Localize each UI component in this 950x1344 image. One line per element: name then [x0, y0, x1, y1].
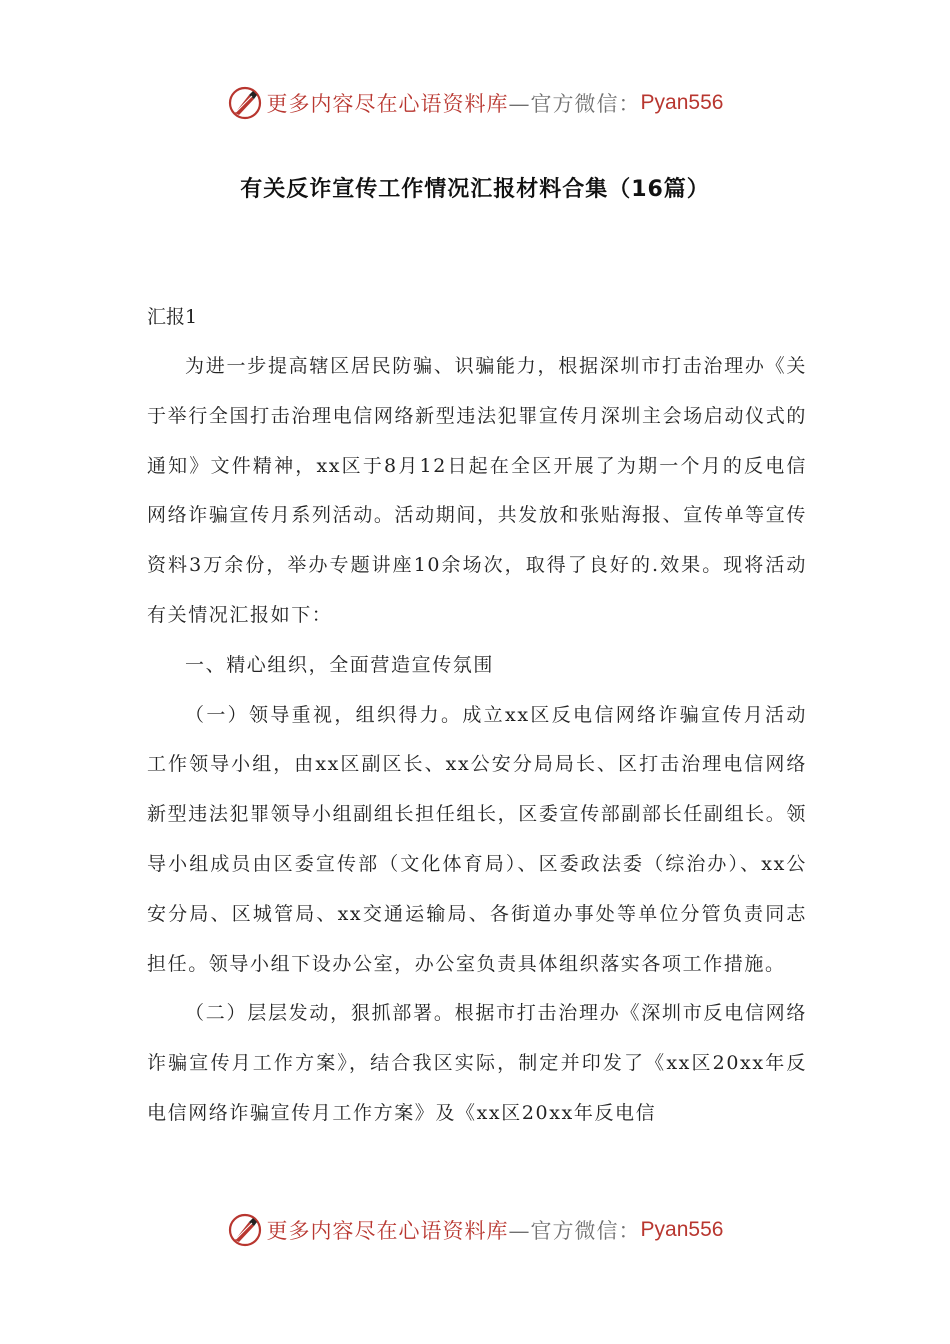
- paragraph-intro: 为进一步提高辖区居民防骗、识骗能力，根据深圳市打击治理办《关于举行全国打击治理电信网络新型违法犯罪宣传月深圳主会场启动仪式的通知》文件精神，xx区于8月12日起在全区开展了为期一个月的反电信网络诈骗宣传月系列活动。活动期间，共发放和张贴海报、宣传单等宣传资料3万余份，举办专题讲座10余场次，取得了良好的.效果。现将活动有关情况汇报如下：: [147, 355, 807, 626]
- paragraph-deployment: （二）层层发动，狠抓部署。根据市打击治理办《深圳市反电信网络诈骗宣传月工作方案》，结合我区实际，制定并印发了《xx区20xx年反电信网络诈骗宣传月工作方案》及《xx区20xx年反电信: [147, 1002, 807, 1124]
- pen-nib-logo-icon: [227, 85, 263, 121]
- banner-official-label: —官方微信：: [508, 1219, 641, 1243]
- heading-section-one: 一、精心组织，全面营造宣传氛围: [185, 653, 495, 676]
- banner-wechat-handle: Pyan556: [640, 1218, 724, 1241]
- banner-slogan: 更多内容尽在心语资料库: [266, 1219, 509, 1243]
- section-label: 汇报1: [147, 306, 198, 328]
- banner-official-label: —官方微信：: [508, 92, 641, 116]
- header-banner: [0, 80, 950, 126]
- banner-wechat-handle: Pyan556: [640, 91, 724, 114]
- document-title: 有关反诈宣传工作情况汇报材料合集（16篇）: [240, 177, 710, 202]
- pen-nib-logo-icon: [227, 1212, 263, 1248]
- document-body: [147, 292, 807, 1139]
- banner-slogan: 更多内容尽在心语资料库: [266, 92, 509, 116]
- footer-banner: [0, 1207, 950, 1253]
- paragraph-leadership: （一）领导重视，组织得力。成立xx区反电信网络诈骗宣传月活动工作领导小组，由xx区副区长、xx公安分局局长、区打击治理电信网络新型违法犯罪领导小组副组长担任组长，区委宣传部副部长任副组长。领导小组成员由区委宣传部（文化体育局）、区委政法委（综治办）、xx公安分局、区城管局、xx交通运输局、各街道办事处等单位分管负责同志担任。领导小组下设办公室，办公室负责具体组织落实各项工作措施。: [147, 703, 807, 975]
